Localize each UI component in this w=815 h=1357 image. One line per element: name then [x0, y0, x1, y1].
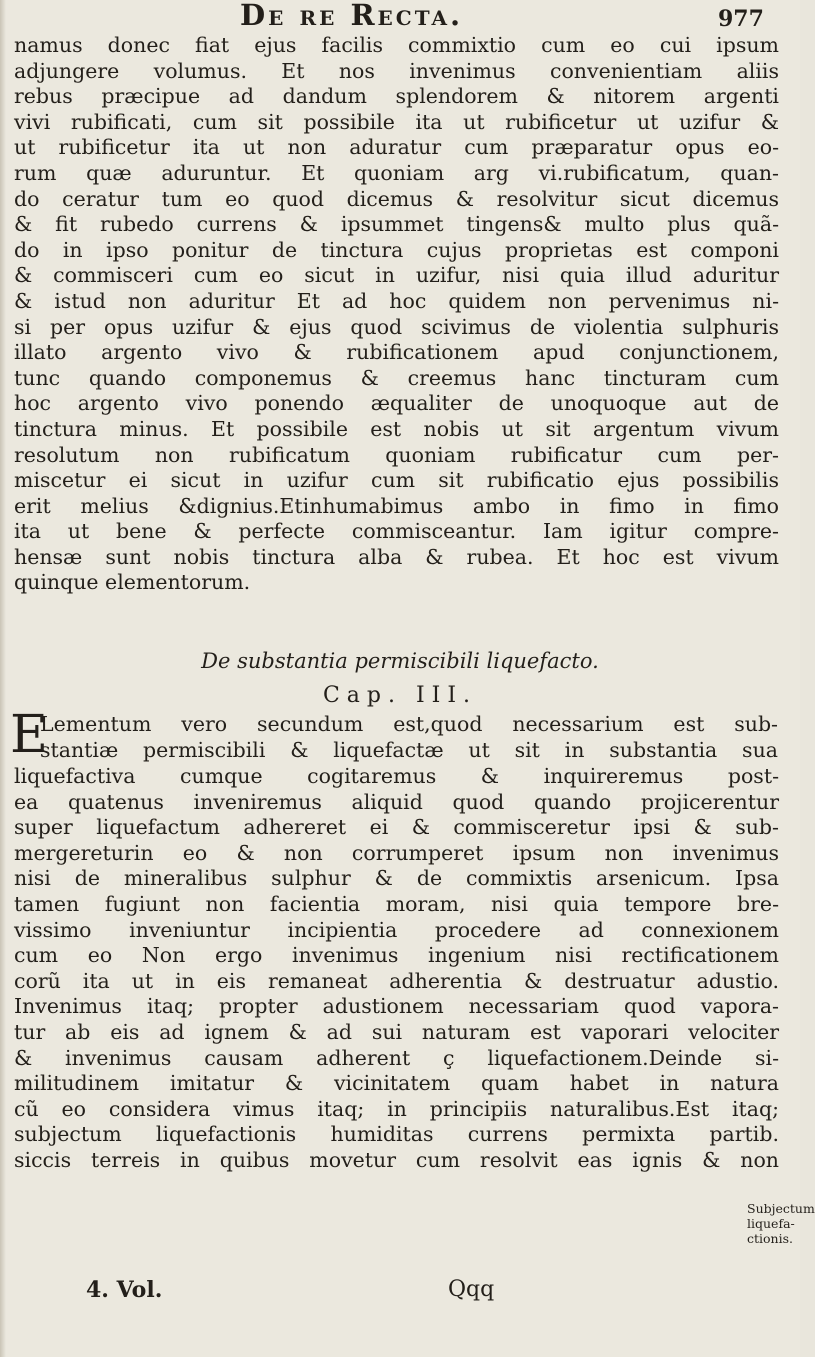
text-line: & istud non aduritur Et ad hoc quidem non pervenimus ni-	[14, 288, 779, 313]
text-line: tunc quando componemus & creemus hanc tincturam cum	[14, 365, 779, 390]
text-line: ita ut bene & perfecte commisceantur. Iam igitur compre-	[14, 519, 779, 544]
text-line: subjectum liquefactionis humiditas currens permixta partib.	[14, 1122, 779, 1147]
paragraph-2	[14, 764, 779, 1174]
text-line: tinctura minus. Et possibile est nobis ut sit argentum vivum	[14, 416, 779, 441]
text-line: & invenimus causam adherent ç liquefactionem.Deinde si-	[14, 1045, 779, 1070]
text-line: & commisceri cum eo sicut in uzifur, nisi quia illud aduritur	[14, 263, 779, 288]
text-line: nisi de mineralibus sulphur & de commixtis arsenicum. Ipsa	[14, 866, 779, 891]
catchword: Qqq	[448, 1277, 495, 1302]
text-line: corũ ita ut in eis remaneat adherentia & destruatur adustio.	[14, 968, 779, 993]
text-line: si per opus uzifur & ejus quod scivimus de violentia sulphuris	[14, 314, 779, 339]
text-line: vivi rubificati, cum sit possibile ita ut rubificetur ut uzifur &	[14, 109, 779, 134]
text-line: rebus præcipue ad dandum splendorem & nitorem argenti	[14, 84, 779, 109]
text-line: rum quæ aduruntur. Et quoniam arg vi.rubificatum, quan-	[14, 160, 779, 185]
marginal-note-line: Subjectum	[747, 1201, 815, 1216]
text-line: super liquefactum adhereret ei & commisceretur ipsi & sub-	[14, 815, 779, 840]
section-heading: De substantia permiscibili liquefacto.	[201, 649, 599, 673]
text-line: vissimo inveniuntur incipientia procedere ad connexionem	[14, 917, 779, 942]
text-line: tamen fugiunt non facientia moram, nisi quia tempore bre-	[14, 891, 779, 916]
text-line: cũ eo considera vimus itaq; in principiis naturalibus.Est itaq;	[14, 1096, 779, 1121]
running-head	[0, 0, 800, 36]
page-gutter-shadow	[0, 0, 6, 1357]
text-line: hoc argento vivo ponendo æqualiter de unoquoque aut de	[14, 391, 779, 416]
text-line: do ceratur tum eo quod dicemus & resolvitur sicut dicemus	[14, 186, 779, 211]
text-line: namus donec fiat ejus facilis commixtio cum eo cui ipsum	[14, 33, 779, 57]
text-line: do in ipso ponitur de tinctura cujus proprietas est componi	[14, 237, 779, 262]
text-line: illato argento vivo & rubificationem apud conjunctionem,	[14, 340, 779, 365]
page-number: 977	[718, 6, 764, 32]
text-line: stantiæ permiscibili & liquefactæ ut sit in substantia sua	[40, 737, 778, 762]
text-line: Lementum vero secundum est,quod necessarium est sub-	[40, 712, 778, 736]
page-footer	[0, 1277, 800, 1307]
text-line: resolutum non rubificatum quoniam rubificatur cum per-	[14, 442, 779, 467]
chapter-label: Cap. III.	[322, 683, 478, 708]
text-line: hensæ sunt nobis tinctura alba & rubea. Et hoc est vivum	[14, 544, 779, 569]
text-line: Invenimus itaq; propter adustionem necessariam quod vapora-	[14, 994, 779, 1019]
marginal-note-line: ctionis.	[747, 1231, 793, 1246]
drop-cap: E	[10, 705, 48, 765]
text-line: cum eo Non ergo invenimus ingenium nisi rectificationem	[14, 943, 779, 968]
paragraph-1	[14, 33, 779, 596]
text-line: quinque elementorum.	[14, 570, 251, 595]
text-line: militudinem imitatur & vicinitatem quam habet in natura	[14, 1071, 779, 1096]
text-line: siccis terreis in quibus movetur cum resolvit eas ignis & non	[14, 1147, 779, 1172]
text-line: ut rubificetur ita ut non aduratur cum præparatur opus eo-	[14, 135, 779, 160]
text-line: adjungere volumus. Et nos invenimus convenientiam aliis	[14, 58, 779, 83]
text-line: ea quatenus inveniremus aliquid quod quando projicerentur	[14, 789, 779, 814]
running-head-title: De re Recta.	[240, 0, 464, 32]
text-line: miscetur ei sicut in uzifur cum sit rubificatio ejus possibilis	[14, 468, 779, 493]
paragraph-2-opening	[40, 712, 778, 763]
marginal-note	[747, 1201, 815, 1246]
text-line: & fit rubedo currens & ipsummet tingens& multo plus quã-	[14, 212, 779, 237]
text-line: tur ab eis ad ignem & ad sui naturam est vaporari velociter	[14, 1019, 779, 1044]
signature-mark: 4. Vol.	[86, 1277, 163, 1303]
text-line: erit melius &dignius.Etinhumabimus ambo in fimo in fimo	[14, 493, 779, 518]
text-line: mergereturin eo & non corrumperet ipsum non invenimus	[14, 840, 779, 865]
marginal-note-line: liquefa-	[747, 1216, 795, 1231]
text-line: liquefactiva cumque cogitaremus & inquireremus post-	[14, 764, 779, 788]
